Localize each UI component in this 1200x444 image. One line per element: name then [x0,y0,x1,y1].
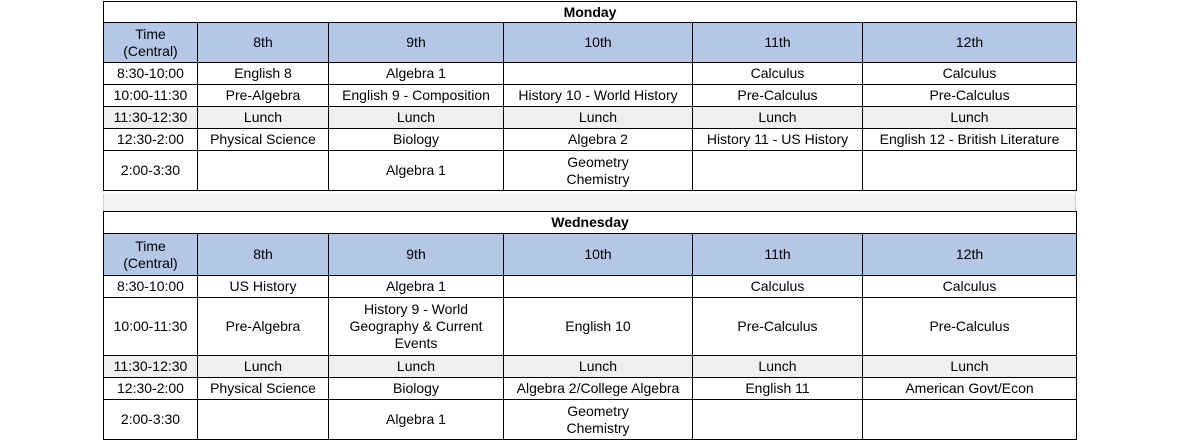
schedule-table [103,1,1077,191]
header-cell: 9th [329,23,504,63]
spacer-row [103,194,1076,211]
lunch-row [104,107,1077,129]
class-cell: Biology [329,378,504,400]
wednesday-schedule [103,211,1076,440]
monday-schedule [103,1,1076,191]
class-cell: Physical Science [198,378,329,400]
time-cell: 8:30-10:00 [104,63,198,85]
day-title-row [104,2,1077,23]
class-cell: Pre-Calculus [693,85,863,107]
class-cell: History 11 - US History [693,129,863,151]
table-row [104,378,1077,400]
class-cell: Algebra 1 [329,151,504,191]
table-row [104,63,1077,85]
class-cell: English 12 - British Literature [863,129,1077,151]
table-row [104,85,1077,107]
class-cell: Lunch [504,107,693,129]
table-row [104,129,1077,151]
table-row [104,276,1077,298]
class-cell: Lunch [693,107,863,129]
class-cell: Lunch [504,356,693,378]
day-title: Monday [104,2,1077,23]
class-cell: Lunch [693,356,863,378]
header-cell: 11th [693,23,863,63]
header-cell: 10th [504,23,693,63]
class-cell: History 9 - World Geography & Current Events [329,298,504,356]
header-cell: 11th [693,234,863,276]
class-cell [198,151,329,191]
class-cell: Pre-Algebra [198,298,329,356]
class-cell: Calculus [863,63,1077,85]
class-cell: Pre-Algebra [198,85,329,107]
table-row [104,298,1077,356]
class-cell [693,151,863,191]
class-cell: Lunch [863,356,1077,378]
time-cell: 2:00-3:30 [104,151,198,191]
header-cell: 8th [198,23,329,63]
schedule-table [103,211,1077,440]
time-cell: 10:00-11:30 [104,85,198,107]
class-cell: Algebra 2/College Algebra [504,378,693,400]
time-cell: 11:30-12:30 [104,107,198,129]
header-cell: 12th [863,234,1077,276]
class-cell: Biology [329,129,504,151]
class-cell: English 11 [693,378,863,400]
class-cell: History 10 - World History [504,85,693,107]
class-cell: Lunch [198,356,329,378]
time-cell: 2:00-3:30 [104,400,198,440]
class-cell [504,63,693,85]
class-cell: English 8 [198,63,329,85]
time-cell: 8:30-10:00 [104,276,198,298]
class-cell: Calculus [693,63,863,85]
table-row [104,151,1077,191]
time-cell: 10:00-11:30 [104,298,198,356]
class-cell [863,151,1077,191]
header-cell: 10th [504,234,693,276]
day-title-row [104,212,1077,234]
class-cell: English 10 [504,298,693,356]
class-cell [693,400,863,440]
class-cell: Lunch [329,356,504,378]
day-title: Wednesday [104,212,1077,234]
class-cell: English 9 - Composition [329,85,504,107]
table-row [104,400,1077,440]
class-cell: Physical Science [198,129,329,151]
lunch-row [104,356,1077,378]
class-cell: Algebra 2 [504,129,693,151]
class-cell [198,400,329,440]
class-cell: Geometry Chemistry [504,400,693,440]
class-cell: Algebra 1 [329,276,504,298]
header-cell: 8th [198,234,329,276]
class-cell: American Govt/Econ [863,378,1077,400]
class-cell: Calculus [863,276,1077,298]
time-cell: 12:30-2:00 [104,129,198,151]
header-row [104,234,1077,276]
header-cell: Time (Central) [104,234,198,276]
time-cell: 11:30-12:30 [104,356,198,378]
class-cell: Pre-Calculus [863,85,1077,107]
class-cell [863,400,1077,440]
header-row [104,23,1077,63]
class-cell: Algebra 1 [329,400,504,440]
header-cell: 12th [863,23,1077,63]
class-cell [504,276,693,298]
class-cell: Lunch [329,107,504,129]
time-cell: 12:30-2:00 [104,378,198,400]
class-cell: Lunch [198,107,329,129]
class-cell: Pre-Calculus [863,298,1077,356]
header-cell: Time (Central) [104,23,198,63]
class-cell: US History [198,276,329,298]
class-cell: Algebra 1 [329,63,504,85]
class-cell: Geometry Chemistry [504,151,693,191]
class-cell: Lunch [863,107,1077,129]
header-cell: 9th [329,234,504,276]
class-cell: Calculus [693,276,863,298]
class-cell: Pre-Calculus [693,298,863,356]
